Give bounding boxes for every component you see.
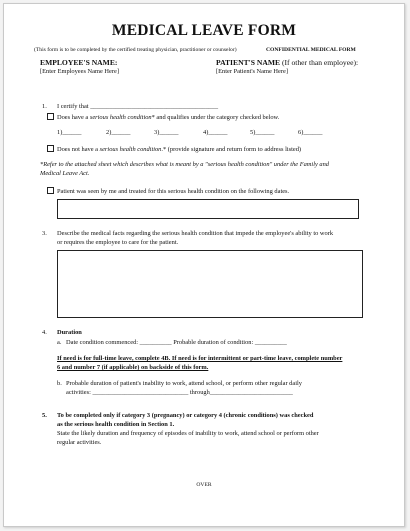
has-condition-checkbox[interactable]: [47, 113, 54, 120]
section4b-label: b.: [57, 380, 62, 387]
patient-name-label: PATIENT'S NAME (If other than employee):: [216, 58, 359, 67]
category-5[interactable]: 5)______: [250, 129, 275, 136]
section5-text-1: To be completed only if category 3 (pregnancy) or category 4 (chronic conditions) was checked: [57, 412, 314, 419]
no-condition-option[interactable]: Does not have a serious health condition.* (provide signature and return form to address listed): [47, 145, 301, 153]
certify-blank[interactable]: ________________________________________: [90, 103, 219, 110]
section3-number: 3.: [42, 230, 47, 237]
section4a-text[interactable]: Date condition commenced: __________ Probable duration of condition: __________: [66, 339, 287, 346]
section5-number: 5.: [42, 412, 47, 419]
no-condition-checkbox[interactable]: [47, 145, 54, 152]
has-condition-option[interactable]: Does have a serious health condition* and qualifies under the category checked below.: [47, 113, 279, 121]
section4b-text-2[interactable]: activities: ______________________________ through__________________________: [66, 389, 293, 396]
section5-text-3: State the likely duration and frequency of episodes of inability to work, attend school or perform other: [57, 430, 319, 437]
certify-line: I certify that ________________________________________: [57, 103, 219, 110]
section4-number: 4.: [42, 329, 47, 336]
category-1[interactable]: 1)______: [57, 129, 82, 136]
fulltime-note-2: 6 and number 7 (if applicable) on backside of this form.: [57, 364, 209, 371]
section4b-text-1: Probable duration of patient's inability to work, attend school, or perform other regular daily: [66, 380, 302, 387]
category-2[interactable]: 2)______: [106, 129, 131, 136]
form-page: [3, 3, 405, 527]
section2-text: Patient was seen by me and treated for this serious health condition on the following dates.: [47, 187, 289, 195]
fulltime-note-1: If need is for full-time leave, complete 4B. If need is for intermittent or part-time leave, complete number: [57, 355, 343, 362]
confidential-label: CONFIDENTIAL MEDICAL FORM: [266, 47, 356, 53]
category-4[interactable]: 4)______: [203, 129, 228, 136]
section5-text-2: as the serious health condition in Section 1.: [57, 421, 175, 428]
section5-text-4: regular activities.: [57, 439, 102, 446]
section2-checkbox[interactable]: [47, 187, 54, 194]
form-title: MEDICAL LEAVE FORM: [111, 22, 297, 39]
serious-condition-note-1: *Refer to the attached sheet which describes what is meant by a "serious health condition" under the Family and: [40, 161, 329, 168]
section3-text-2: or requires the employee to care for the patient.: [57, 239, 179, 246]
section1-number: 1.: [42, 103, 47, 110]
category-6[interactable]: 6)______: [298, 129, 323, 136]
patient-name-field[interactable]: [Enter Patient's Name Here]: [216, 68, 288, 75]
form-subtitle: (This form is to be completed by the certified treating physician, practitioner or counselor): [34, 47, 237, 53]
serious-condition-note-2: Medical Leave Act.: [40, 170, 90, 177]
section4a-label: a.: [57, 339, 62, 346]
treatment-dates-box[interactable]: [57, 199, 359, 219]
over-label: OVER: [196, 482, 212, 488]
category-3[interactable]: 3)______: [154, 129, 179, 136]
employee-name-label: EMPLOYEE'S NAME:: [40, 58, 118, 67]
section4-title: Duration: [57, 329, 82, 336]
section3-text-1: Describe the medical facts regarding the serious health condition that impede the employee's ability to work: [57, 230, 334, 237]
employee-name-field[interactable]: [Enter Employees Name Here]: [40, 68, 119, 75]
medical-facts-box[interactable]: [57, 250, 363, 318]
